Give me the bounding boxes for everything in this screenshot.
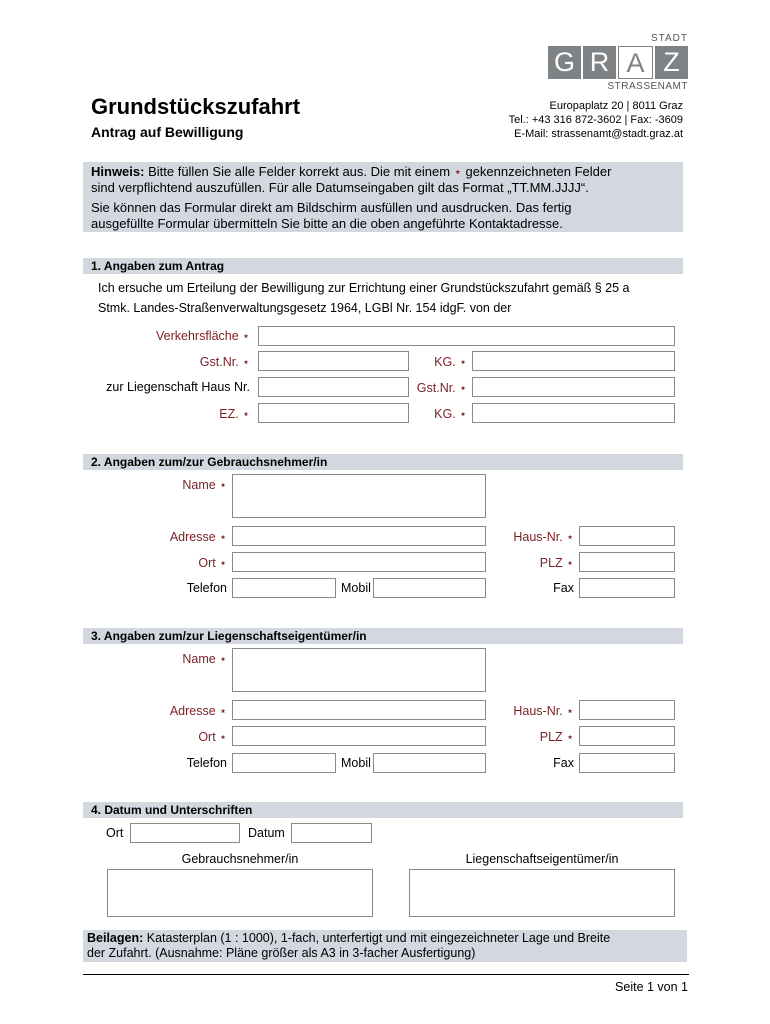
s3-hausnr-input[interactable] [579, 700, 675, 720]
gstnr-2-input[interactable] [472, 377, 675, 397]
beilagen-text-1: Katasterplan (1 : 1000), 1-fach, unterfertigt und mit eingezeichneter Lage und Breite [143, 931, 611, 945]
s4-datum-input[interactable] [291, 823, 372, 843]
logo-letter-a: A [618, 46, 653, 79]
required-star-icon: ⋆ [219, 704, 227, 718]
s3-ort-input[interactable] [232, 726, 486, 746]
required-star-icon: ⋆ [242, 355, 250, 369]
s3-telefon-label: Telefon [186, 756, 227, 770]
required-star-icon: ⋆ [219, 478, 227, 492]
hint-text-1a: Bitte füllen Sie alle Felder korrekt aus. Die mit einem [144, 164, 454, 179]
s4-eigentuemer-label: Liegenschaftseigentümer/in [465, 852, 619, 866]
section-3-header: 3. Angaben zum/zur Liegenschaftseigentümer/in [83, 628, 683, 644]
required-star-icon: ⋆ [219, 652, 227, 666]
s3-ort-label: Ort ⋆ [198, 730, 227, 744]
kg-2-label: KG. ⋆ [434, 407, 467, 421]
required-star-icon: ⋆ [242, 329, 250, 343]
liegenschaft-label: zur Liegenschaft Haus Nr. [106, 380, 250, 394]
required-star-icon: ⋆ [219, 556, 227, 570]
s3-adresse-input[interactable] [232, 700, 486, 720]
beilagen-label: Beilagen: [87, 931, 144, 945]
required-star-icon: ⋆ [242, 407, 250, 421]
beilagen-line-2: der Zufahrt. (Ausnahme: Pläne größer als A3 in 3-facher Ausfertigung) [87, 946, 476, 960]
logo-sub: STRASSENAMT [607, 81, 688, 92]
s3-plz-label: PLZ ⋆ [539, 730, 574, 744]
required-star-icon: ⋆ [219, 730, 227, 744]
hint-line-2: sind verpflichtend auszufüllen. Für alle Datumseingaben gilt das Format „TT.MM.JJJJ“. [91, 180, 589, 195]
verkehrsflaeche-label: Verkehrsfläche ⋆ [156, 329, 250, 343]
logo-letters [548, 46, 688, 79]
logo-letter-z: Z [655, 46, 688, 79]
required-star-icon: ⋆ [566, 530, 574, 544]
required-star-icon: ⋆ [459, 355, 467, 369]
section-1-intro-2: Stmk. Landes-Straßenverwaltungsgesetz 1964, LGBl Nr. 154 idgF. von der [98, 301, 512, 315]
beilagen-line-1 [87, 931, 683, 946]
gstnr-input[interactable] [258, 351, 409, 371]
logo-letter-r: R [583, 46, 616, 79]
kg-2-input[interactable] [472, 403, 675, 423]
s3-mobil-label: Mobil [341, 756, 371, 770]
page-subtitle: Antrag auf Bewilligung [91, 124, 244, 140]
section-1-intro-1: Ich ersuche um Erteilung der Bewilligung zur Errichtung einer Grundstückszufahrt gemäß § 25 a [98, 281, 630, 295]
s4-signature-eigentuemer[interactable] [409, 869, 675, 917]
s3-name-input[interactable] [232, 648, 486, 692]
s2-name-input[interactable] [232, 474, 486, 518]
kg-input[interactable] [472, 351, 675, 371]
gstnr-label: Gst.Nr. ⋆ [199, 355, 250, 369]
section-2-header: 2. Angaben zum/zur Gebrauchsnehmer/in [83, 454, 683, 470]
required-star-icon: ⋆ [459, 381, 467, 395]
logo [548, 33, 688, 93]
hint-box [83, 162, 683, 232]
s2-ort-label: Ort ⋆ [198, 556, 227, 570]
required-star-icon: ⋆ [566, 730, 574, 744]
liegenschaft-hausnr-input[interactable] [258, 377, 409, 397]
page-number: Seite 1 von 1 [615, 980, 688, 994]
contact-email: E-Mail: strassenamt@stadt.graz.at [514, 128, 683, 140]
required-star-icon: ⋆ [566, 704, 574, 718]
logo-stadt: STADT [650, 33, 688, 44]
s2-fax-input[interactable] [579, 578, 675, 598]
s2-fax-label: Fax [553, 581, 574, 595]
required-star-icon: ⋆ [219, 530, 227, 544]
s2-hausnr-input[interactable] [579, 526, 675, 546]
s2-hausnr-label: Haus-Nr. ⋆ [513, 530, 574, 544]
logo-letter-g: G [548, 46, 581, 79]
s3-telefon-input[interactable] [232, 753, 336, 773]
s4-ort-label: Ort [106, 826, 124, 840]
hint-label: Hinweis: [91, 164, 145, 179]
s2-mobil-label: Mobil [341, 581, 371, 595]
ez-input[interactable] [258, 403, 409, 423]
section-1-header: 1. Angaben zum Antrag [83, 258, 683, 274]
page-title: Grundstückszufahrt [91, 94, 301, 119]
s3-adresse-label: Adresse ⋆ [169, 704, 227, 718]
s2-name-label: Name ⋆ [182, 478, 227, 492]
verkehrsflaeche-input[interactable] [258, 326, 675, 346]
s3-fax-label: Fax [553, 756, 574, 770]
section-4-header: 4. Datum und Unterschriften [83, 802, 683, 818]
s2-telefon-input[interactable] [232, 578, 336, 598]
required-star-icon: ⋆ [459, 407, 467, 421]
s4-ort-input[interactable] [130, 823, 240, 843]
contact-address: Europaplatz 20 | 8011 Graz [549, 100, 683, 112]
s2-adresse-label: Adresse ⋆ [169, 530, 227, 544]
s4-datum-label: Datum [248, 826, 285, 840]
footer-divider [83, 974, 689, 975]
hint-text-1b: gekennzeichneten Felder [461, 164, 612, 179]
s2-ort-input[interactable] [232, 552, 486, 572]
s3-hausnr-label: Haus-Nr. ⋆ [513, 704, 574, 718]
required-star-icon: ⋆ [453, 164, 462, 179]
s4-gebrauchsnehmer-label: Gebrauchsnehmer/in [181, 852, 299, 866]
s2-adresse-input[interactable] [232, 526, 486, 546]
kg-label: KG. ⋆ [434, 355, 467, 369]
hint-line-3: Sie können das Formular direkt am Bildschirm ausfüllen und ausdrucken. Das fertig [91, 200, 572, 215]
s3-mobil-input[interactable] [373, 753, 486, 773]
s2-mobil-input[interactable] [373, 578, 486, 598]
s2-telefon-label: Telefon [186, 581, 227, 595]
beilagen-box [83, 930, 687, 962]
required-star-icon: ⋆ [566, 556, 574, 570]
s2-plz-input[interactable] [579, 552, 675, 572]
s4-signature-gebrauchsnehmer[interactable] [107, 869, 373, 917]
gstnr-2-label: Gst.Nr. ⋆ [416, 381, 467, 395]
s2-plz-label: PLZ ⋆ [539, 556, 574, 570]
hint-line-1 [91, 164, 675, 180]
s3-fax-input[interactable] [579, 753, 675, 773]
s3-name-label: Name ⋆ [182, 652, 227, 666]
hint-line-4: ausgefüllte Formular übermitteln Sie bitte an die oben angeführte Kontaktadresse. [91, 216, 563, 231]
ez-label: EZ. ⋆ [219, 407, 250, 421]
s3-plz-input[interactable] [579, 726, 675, 746]
contact-phone: Tel.: +43 316 872-3602 | Fax: -3609 [508, 114, 683, 126]
